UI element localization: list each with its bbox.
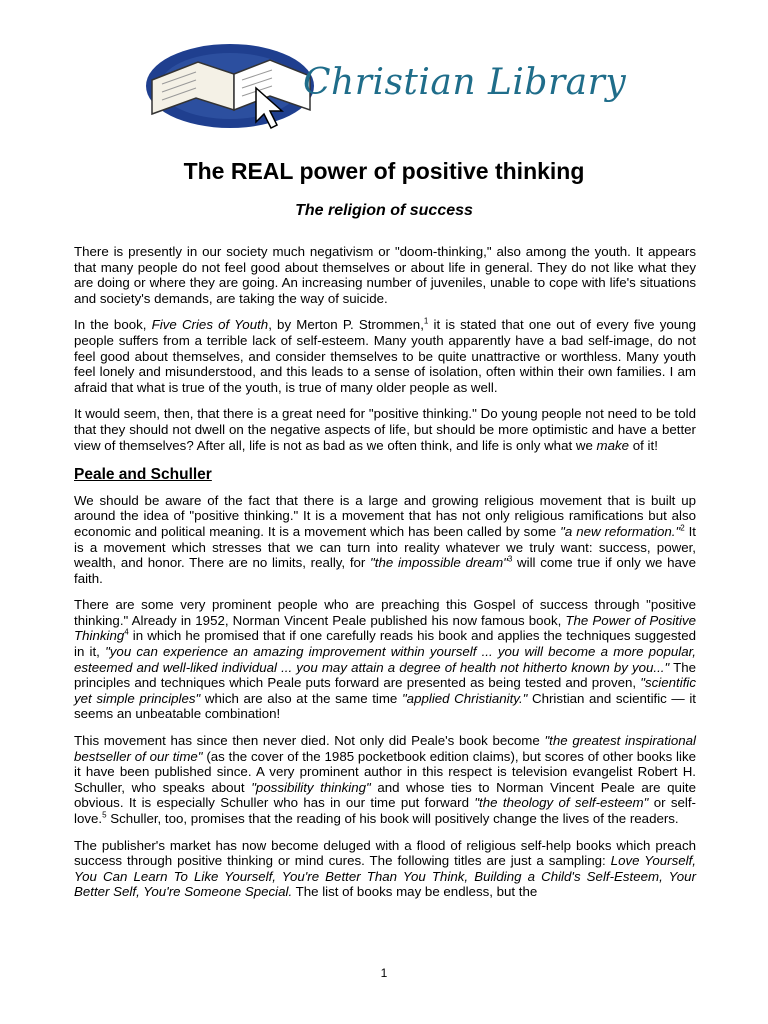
paragraph-text: It would seem, then, that there is a great need for "positive thinking." Do young people not need to be told that they should not dwell on the negative aspects of life, but should be more optimistic and have a better view of themselves? After all, life is not as bad as we often think, and life is only what we xyxy=(74,406,696,453)
book-title: The Power of Positive Thinking xyxy=(74,612,696,644)
paragraph-text: There are some very prominent people who are preaching this Gospel of success through "positive thinking." Already in 1952, Norman Vincent Peale published his now famous book, xyxy=(74,597,696,628)
book-title: Five Cries of Youth xyxy=(151,317,269,333)
paragraph-text: or self-love. xyxy=(74,795,696,826)
quotation: "scientific yet simple principles" xyxy=(74,675,696,706)
page-subtitle: The religion of success xyxy=(295,202,473,219)
emphasis: "the impossible dream" xyxy=(370,555,508,571)
paragraph-text: It is a movement which stresses that we can turn into reality whatever we truly want: success, power, wealth, and honor. There are no limits, really, for xyxy=(74,523,696,571)
page-title: The REAL power of positive thinking xyxy=(183,158,585,184)
paragraph-text: of it! xyxy=(629,437,658,453)
quotation: "the theology of self-esteem" xyxy=(474,795,649,811)
article-body xyxy=(74,244,696,911)
quotation: "possibility thinking" xyxy=(251,779,371,795)
page-number: 1 xyxy=(380,966,388,980)
footnote-marker[interactable]: 5 xyxy=(102,810,107,820)
paragraph-text: will come true if only we have faith. xyxy=(74,555,696,586)
emphasis: make xyxy=(596,437,630,453)
paragraph-3 xyxy=(74,406,696,453)
paragraph-text: Christian and scientific — it seems an unbeatable combination! xyxy=(74,690,696,722)
paragraph-text: (as the cover of the 1985 pocketbook edition claims), but scores of other books like it have been published since. A very prominent author in this respect is television evangelist Robert H. Schuller, who speaks about xyxy=(74,748,696,795)
quotation: "you can experience an amazing improvement within yourself ... you will become a more popular, esteemed and well-liked individual ... you may attain a degree of health not hitherto known by you..." xyxy=(74,644,696,675)
paragraph-text: it is stated that one out of every five young people suffers from a terrible lack of self-esteem. Many youth apparently have a bad self-image, do not feel good about themselves, and consider themselves to be quite unattractive or worthless. Many youth feel lonely and misunderstood, and this leads to a sense of isolation, often within their own families. I am afraid that what is true of the youth, is true of many older people as well. xyxy=(74,317,696,395)
paragraph-text: This movement has since then never died. Not only did Peale's book become xyxy=(74,733,545,749)
logo-wordmark: Christian Library xyxy=(303,62,627,103)
quotation: "the greatest inspirational bestseller of our time" xyxy=(74,733,696,764)
paragraph-text: , by Merton P. Strommen, xyxy=(268,317,424,333)
quotation: "applied Christianity." xyxy=(401,690,528,706)
footnote-marker[interactable]: 1 xyxy=(423,316,429,326)
paragraph-5 xyxy=(74,597,696,722)
emphasis: "a new reformation." xyxy=(560,523,681,539)
paragraph-7 xyxy=(74,838,696,900)
paragraph-text: in which he promised that if one carefully reads his book and applies the techniques suggested in it, xyxy=(74,628,696,660)
paragraph-2 xyxy=(74,317,696,395)
paragraph-text: The principles and techniques which Peale puts forward are presented as being tested and proven, xyxy=(74,659,696,691)
paragraph-4 xyxy=(74,493,696,587)
paragraph-1 xyxy=(74,244,696,306)
paragraph-text: There is presently in our society much negativism or "doom-thinking," also among the youth. It appears that many people do not feel good about themselves or about life in general. They do not like what they are doing or where they are going. An increasing number of juveniles, unable to cope with life's situations and society's demands, are taking the way of suicide. xyxy=(74,244,696,306)
footnote-marker[interactable]: 2 xyxy=(680,523,685,533)
paragraph-text: which are also at the same time xyxy=(200,690,402,706)
paragraph-text: The publisher's market has now become deluged with a flood of religious self-help books which preach success through positive thinking or mind cures. The following titles are just a sampling: xyxy=(74,837,696,869)
paragraph-text: Schuller, too, promises that the reading of his book will positively change the lives of the readers. xyxy=(106,811,679,826)
footnote-marker[interactable]: 3 xyxy=(507,554,513,564)
paragraph-text: and whose ties to Norman Vincent Peale are quite obvious. It is especially Schuller who has in our time put forward xyxy=(74,779,696,811)
paragraph-6 xyxy=(74,733,696,827)
paragraph-text: We should be aware of the fact that there is a large and growing religious movement that is built up around the idea of "positive thinking." It is a movement that has not only religious ramifications but also economic and political meaning. It is a movement which has been called by some xyxy=(74,492,696,539)
book-title-list: Love Yourself, You Can Learn To Like Yourself, You're Better Than You Think, Building a Child's Self-Esteem, Your Better Self, You're Someone Special. xyxy=(74,853,696,900)
paragraph-text: The list of books may be endless, but the xyxy=(292,884,538,900)
paragraph-text: In the book, xyxy=(74,317,152,333)
footnote-marker[interactable]: 4 xyxy=(124,628,129,638)
christian-library-logo xyxy=(138,40,638,132)
section-heading: Peale and Schuller xyxy=(74,466,212,484)
